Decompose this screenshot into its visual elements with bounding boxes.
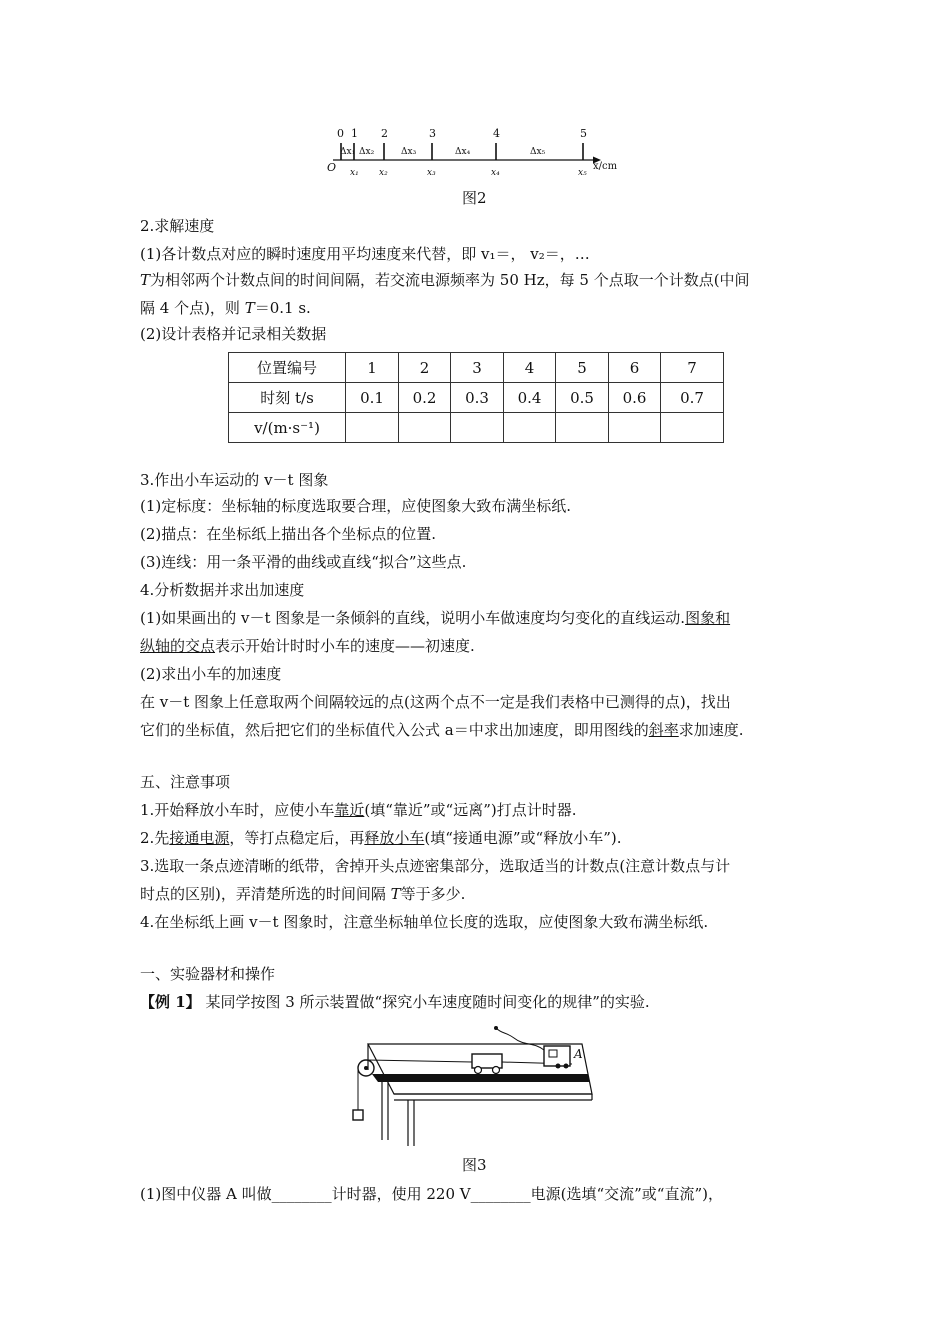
text-run: 为相邻两个计数点间的时间间隔，若交流电源频率为 50 Hz，每 5 个点取一个计数点(中间: [150, 271, 750, 289]
string: [366, 1060, 472, 1062]
table-cell: [504, 413, 556, 443]
table-cell: [609, 413, 661, 443]
table-cell: 3: [451, 353, 504, 383]
x-label: x₃: [427, 168, 436, 178]
underlined-text: 纵轴的交点: [140, 637, 216, 655]
paragraph: 4.在坐标纸上画 v－t 图象时，注意坐标轴单位长度的选取，应使图象大致布满坐标纸.: [140, 913, 709, 931]
figure-3-caption: 图3: [462, 1156, 487, 1174]
table-row-header: 位置编号: [229, 353, 346, 383]
axis-unit-label: x/cm: [593, 161, 618, 172]
symbol-t: T: [244, 299, 255, 317]
x-label: x₁: [350, 168, 359, 178]
table-cell: [556, 413, 609, 443]
paragraph: 3.选取一条点迹清晰的纸带，舍掉开头点迹密集部分，选取适当的计数点(注意计数点与计: [140, 857, 731, 875]
paragraph: [140, 636, 475, 656]
table-cell: [399, 413, 451, 443]
text-run: ，等打点稳定后，再: [229, 829, 365, 847]
paragraph: [140, 720, 744, 740]
table-cell: 0.1: [346, 383, 399, 413]
text-run: 时点的区别)，弄清楚所选的时间间隔: [140, 885, 391, 903]
table-cell: 0.5: [556, 383, 609, 413]
point-label: 1: [351, 127, 358, 140]
paragraph: [140, 608, 730, 628]
point-label: 2: [381, 127, 388, 140]
symbol-t: T: [140, 271, 151, 289]
table-row: [229, 413, 724, 443]
figure-2-caption: 图2: [462, 189, 487, 207]
origin-label: O: [327, 161, 337, 174]
x-label: x₂: [379, 168, 388, 178]
delta-label: Δx₁: [340, 147, 356, 157]
paragraph: (2)描点：在坐标纸上描出各个坐标点的位置.: [140, 525, 437, 543]
example-label: 【例 1】: [140, 993, 201, 1011]
data-table: [228, 352, 724, 443]
table-cell: [451, 413, 504, 443]
section-heading: 一、实验器材和操作: [140, 965, 276, 983]
text-run: 等于多少.: [400, 885, 466, 903]
paragraph: [140, 298, 311, 318]
text-run: 隔 4 个点)，则: [140, 299, 245, 317]
table-row: [229, 353, 724, 383]
text-run: 2.先: [140, 829, 170, 847]
table-cell: 2: [399, 353, 451, 383]
text-run: 某同学按图 3 所示装置做“探究小车速度随时间变化的规律”的实验.: [200, 993, 650, 1011]
cart: [472, 1054, 502, 1068]
label-a: A: [574, 1047, 583, 1061]
text-run: 1.开始释放小车时，应使小车: [140, 801, 335, 819]
table-cell: [661, 413, 724, 443]
track-board: [372, 1074, 590, 1082]
paragraph: [140, 800, 577, 820]
section-heading: 五、注意事项: [140, 773, 231, 791]
paragraph: [140, 828, 622, 848]
underlined-text: 靠近: [334, 801, 365, 819]
text-run: 它们的坐标值，然后把它们的坐标值代入公式 a＝中求出加速度，即用图线的: [140, 721, 649, 739]
table-cell: 5: [556, 353, 609, 383]
text-run: 表示开始计时时小车的速度——初速度.: [215, 637, 475, 655]
underlined-text: 接通电源: [169, 829, 230, 847]
table-row-header: 时刻 t/s: [229, 383, 346, 413]
paragraph: [140, 884, 465, 904]
paragraph: [140, 270, 750, 290]
x-label: x₄: [491, 168, 500, 178]
paragraph: 在 v－t 图象上任意取两个间隔较远的点(这两个点不一定是我们表格中已测得的点)，找出: [140, 693, 731, 711]
delta-label: Δx₄: [455, 147, 471, 157]
hanging-weight: [353, 1110, 363, 1120]
delta-label: Δx₅: [530, 147, 546, 157]
table-cell: 4: [504, 353, 556, 383]
table-row-header: v/(m·s⁻¹): [229, 413, 346, 443]
point-label: 5: [580, 127, 587, 140]
paragraph: (3)连线：用一条平滑的曲线或直线“拟合”这些点.: [140, 553, 467, 571]
table-cell: 0.6: [609, 383, 661, 413]
figure-3-diagram: [344, 1022, 614, 1150]
text-run: (1)如果画出的 v－t 图象是一条倾斜的直线，说明小车做速度均匀变化的直线运动.: [140, 609, 686, 627]
table-cell: 0.7: [661, 383, 724, 413]
point-label: 4: [493, 127, 500, 140]
table-cell: 0.3: [451, 383, 504, 413]
section-heading: 2.求解速度: [140, 217, 215, 235]
text-run: (填“靠近”或“远离”)打点计时器.: [364, 801, 577, 819]
symbol-t: T: [390, 885, 401, 903]
table-cell: 0.4: [504, 383, 556, 413]
example-paragraph: [140, 992, 650, 1012]
table-row: [229, 383, 724, 413]
text-run: ＝0.1 s.: [254, 299, 311, 317]
paragraph: (1)各计数点对应的瞬时速度用平均速度来代替，即 v₁＝， v₂＝，…: [140, 245, 590, 263]
point-label: 0: [337, 127, 344, 140]
table-cell: [346, 413, 399, 443]
text-run: 求加速度.: [678, 721, 744, 739]
paragraph: (2)求出小车的加速度: [140, 665, 282, 683]
table-cell: 7: [661, 353, 724, 383]
power-cord: [496, 1028, 544, 1050]
paragraph: (2)设计表格并记录相关数据: [140, 325, 327, 343]
section-heading: 4.分析数据并求出加速度: [140, 581, 305, 599]
table-cell: 6: [609, 353, 661, 383]
underlined-text: 释放小车: [364, 829, 425, 847]
text-run: (填“接通电源”或“释放小车”).: [424, 829, 622, 847]
delta-label: Δx₃: [401, 147, 417, 157]
underlined-text: 图象和: [685, 609, 731, 627]
point-label: 3: [429, 127, 436, 140]
question-paragraph: (1)图中仪器 A 叫做________计时器，使用 220 V________电源(选填“交流”或“直流”)，: [140, 1185, 723, 1203]
section-heading: 3.作出小车运动的 v－t 图象: [140, 471, 329, 489]
table-cell: 0.2: [399, 383, 451, 413]
delta-label: Δx₂: [359, 147, 375, 157]
figure-2-diagram: [325, 125, 625, 180]
table-cell: 1: [346, 353, 399, 383]
paragraph: (1)定标度：坐标轴的标度选取要合理，应使图象大致布满坐标纸.: [140, 497, 572, 515]
underlined-text: 斜率: [648, 721, 679, 739]
x-label: x₅: [578, 168, 587, 178]
